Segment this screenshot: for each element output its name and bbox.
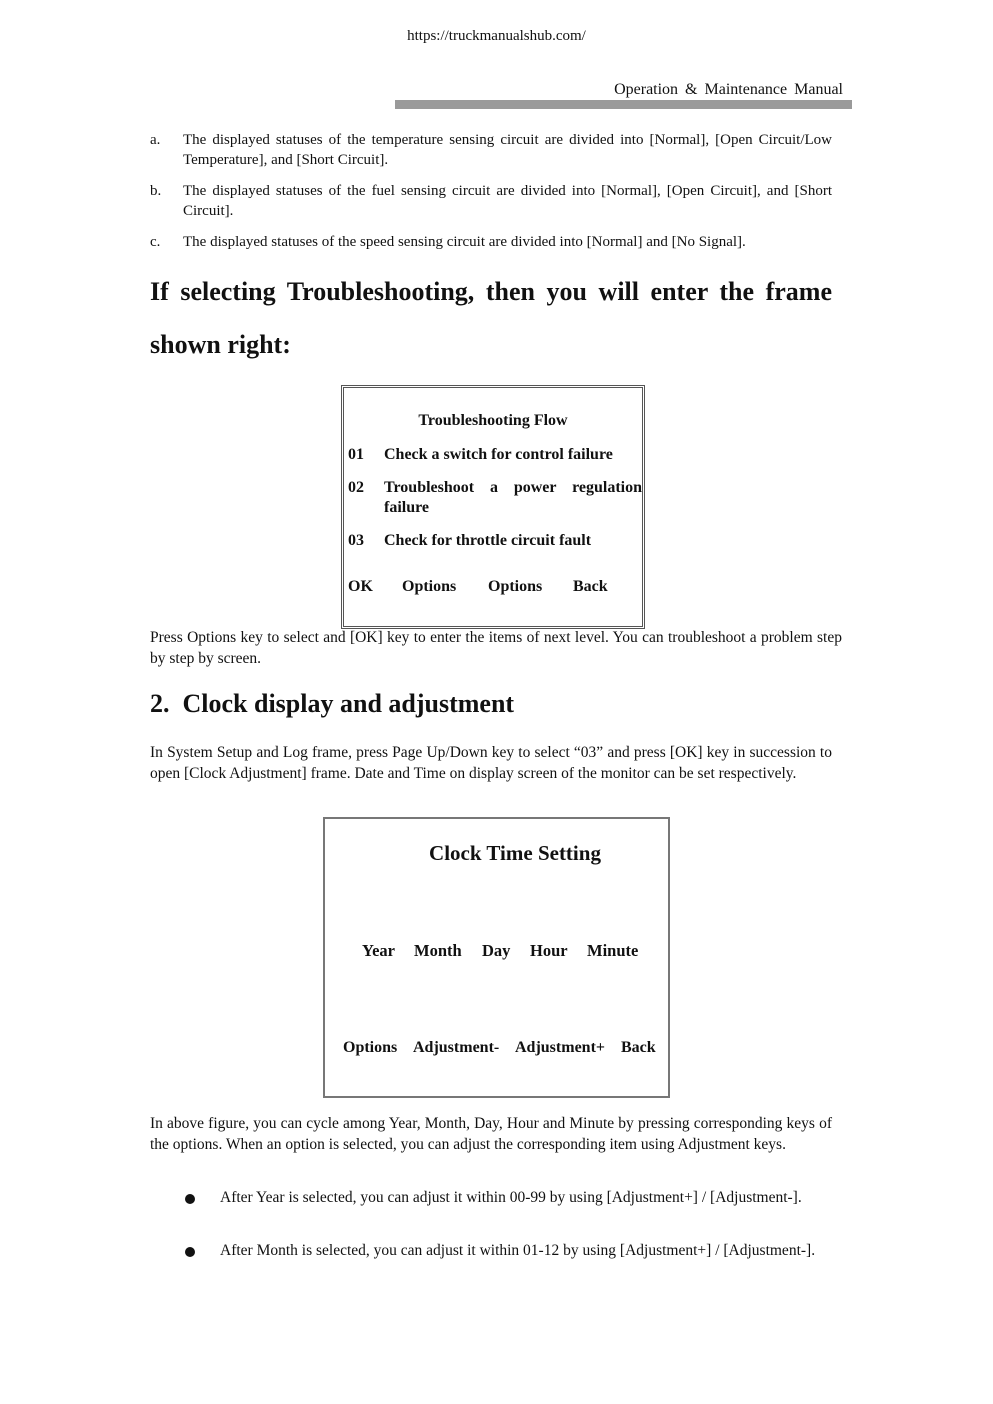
menu-item[interactable] xyxy=(348,478,642,518)
menu-item-label: Check a switch for control failure xyxy=(384,446,613,463)
troubleshooting-note: Press Options key to select and [OK] key to enter the items of next level. You can troubleshoot a problem step by step by screen. xyxy=(150,629,842,667)
list-item-text: The displayed statuses of the speed sensing circuit are divided into [Normal] and [No Signal]. xyxy=(183,234,746,250)
options-button[interactable]: Options xyxy=(488,578,543,595)
bullet-text: After Month is selected, you can adjust it within 01-12 by using [Adjustment+] / [Adjustment-]. xyxy=(220,1242,816,1259)
bullet-icon xyxy=(185,1247,195,1257)
list-marker: b. xyxy=(150,183,162,199)
list-marker: a. xyxy=(150,132,161,148)
field-hour[interactable]: Hour xyxy=(530,941,568,960)
troubleshooting-frame-title: Troubleshooting Flow xyxy=(418,412,568,429)
menu-item-label: Check for throttle circuit fault xyxy=(384,532,592,549)
clock-intro: In System Setup and Log frame, press Page Up/Down key to select “03” and press [OK] key in succession to open [Clock Adjustment] frame. Date and Time on display screen of the monitor can be set respectively. xyxy=(150,744,832,782)
list-item xyxy=(150,130,832,170)
back-button[interactable]: Back xyxy=(573,578,608,595)
troubleshooting-frame xyxy=(341,385,645,629)
menu-item[interactable] xyxy=(348,531,642,551)
list-item-text: The displayed statuses of the fuel sensing circuit are divided into [Normal], [Open Circuit], and [Short Circuit]. xyxy=(183,183,832,219)
clock-frame-title: Clock Time Setting xyxy=(429,841,601,865)
list-item xyxy=(150,232,832,252)
field-month[interactable]: Month xyxy=(414,941,462,960)
back-button[interactable]: Back xyxy=(621,1039,656,1056)
adjustment-minus-button[interactable]: Adjustment- xyxy=(413,1039,500,1056)
list-item xyxy=(185,1188,832,1209)
menu-item-label: Troubleshoot a power regulation failure xyxy=(384,479,642,516)
page-url: https://truckmanualshub.com/ xyxy=(407,28,586,44)
options-button[interactable]: Options xyxy=(343,1039,398,1056)
list-item-text: The displayed statuses of the temperature sensing circuit are divided into [Normal], [Open Circuit/Low Temperature], and [Short Circuit]. xyxy=(183,132,832,168)
field-day[interactable]: Day xyxy=(482,941,511,960)
field-minute[interactable]: Minute xyxy=(587,941,639,960)
menu-item-number: 01 xyxy=(348,446,364,463)
bullet-text: After Year is selected, you can adjust it within 00-99 by using [Adjustment+] / [Adjustment-]. xyxy=(220,1189,802,1206)
menu-item-number: 03 xyxy=(348,532,364,549)
list-item xyxy=(150,181,832,221)
menu-item[interactable] xyxy=(348,445,642,465)
section-title xyxy=(150,689,514,719)
adjustment-plus-button[interactable]: Adjustment+ xyxy=(515,1039,606,1056)
troubleshooting-heading-line1: If selecting Troubleshooting, then you will enter the frame xyxy=(150,277,832,306)
troubleshooting-heading-line2: shown right: xyxy=(150,330,291,359)
bullet-icon xyxy=(185,1194,195,1204)
ok-button[interactable]: OK xyxy=(348,578,373,595)
menu-item-number: 02 xyxy=(348,479,364,496)
clock-note: In above figure, you can cycle among Year, Month, Day, Hour and Minute by pressing corresponding keys of the options. When an option is selected, you can adjust the corresponding item using Adjustment keys. xyxy=(150,1115,832,1153)
header-divider xyxy=(395,100,852,109)
manual-title: Operation & Maintenance Manual xyxy=(614,81,843,98)
list-marker: c. xyxy=(150,234,161,250)
field-year[interactable]: Year xyxy=(362,941,395,960)
section-number: 2. xyxy=(150,689,170,718)
list-item xyxy=(185,1241,832,1262)
section-heading: Clock display and adjustment xyxy=(182,689,515,718)
options-button[interactable]: Options xyxy=(402,578,457,595)
clock-frame xyxy=(323,817,670,1098)
